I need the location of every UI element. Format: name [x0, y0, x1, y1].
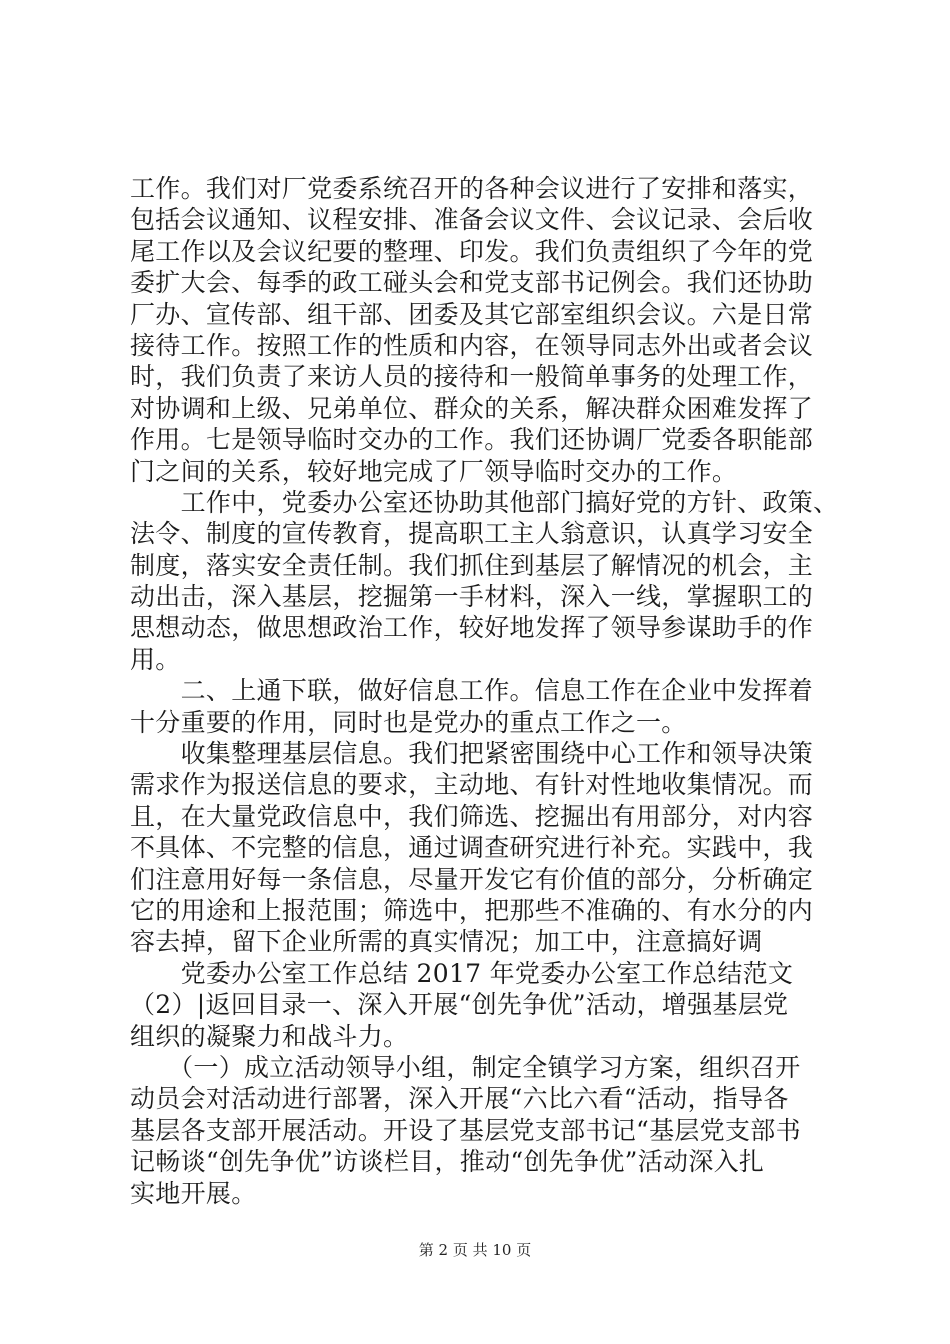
document-body — [130, 173, 839, 1209]
text-line: 们注意用好每一条信息，尽量开发它有价值的部分，分析确定 — [130, 864, 814, 894]
text-line: （2）|返回目录一、深入开展“创先争优”活动，增强基层党 — [130, 990, 789, 1020]
text-line: 法令、制度的宣传教育，提高职工主人翁意识，认真学习安全 — [130, 519, 814, 549]
text-line: 收集整理基层信息。我们把紧密围绕中心工作和领导决策 — [130, 739, 814, 769]
text-line: 厂办、宣传部、组干部、团委及其它部室组织会议。六是日常 — [130, 299, 814, 329]
text-line: 接待工作。按照工作的性质和内容，在领导同志外出或者会议 — [130, 330, 814, 360]
text-line: 不具体、不完整的信息，通过调查研究进行补充。实践中，我 — [130, 833, 814, 863]
text-line: 尾工作以及会议纪要的整理、印发。我们负责组织了今年的党 — [130, 236, 814, 266]
text-line: 实地开展。 — [130, 1178, 257, 1208]
text-line: 且，在大量党政信息中，我们筛选、挖掘出有用部分，对内容 — [130, 801, 814, 831]
text-line: 容去掉，留下企业所需的真实情况；加工中，注意搞好调 — [130, 927, 763, 957]
text-line: 作用。七是领导临时交办的工作。我们还协调厂党委各职能部 — [130, 425, 814, 455]
page-number: 第 2 页 共 10 页 — [418, 1241, 532, 1259]
text-line: 记畅谈“创先争优”访谈栏目，推动“创先争优”活动深入扎 — [130, 1147, 765, 1177]
text-line: 工作中，党委办公室还协助其他部门搞好党的方针、政策、 — [130, 487, 839, 517]
text-line: 门之间的关系，较好地完成了厂领导临时交办的工作。 — [130, 456, 738, 486]
text-line: 二、上通下联，做好信息工作。信息工作在企业中发挥着 — [130, 676, 814, 706]
text-line: 党委办公室工作总结 2017 年党委办公室工作总结范文 — [130, 958, 794, 988]
text-line: 委扩大会、每季的政工碰头会和党支部书记例会。我们还协助 — [130, 268, 814, 298]
text-line: 包括会议通知、议程安排、准备会议文件、会议记录、会后收 — [130, 205, 814, 235]
text-line: 时，我们负责了来访人员的接待和一般简单事务的处理工作， — [130, 362, 814, 392]
text-line: 动员会对活动进行部署，深入开展“六比六看“活动，指导各 — [130, 1084, 789, 1114]
text-line: 用。 — [130, 644, 181, 674]
text-line: 思想动态，做思想政治工作，较好地发挥了领导参谋助手的作 — [130, 613, 814, 643]
text-line: 组织的凝聚力和战斗力。 — [130, 1021, 409, 1051]
text-line: 十分重要的作用，同时也是党办的重点工作之一。 — [130, 707, 687, 737]
text-line: （一）成立活动领导小组，制定全镇学习方案，组织召开 — [130, 1052, 801, 1082]
text-line: 制度，落实安全责任制。我们抓住到基层了解情况的机会，主 — [130, 550, 814, 580]
page-footer — [0, 1240, 950, 1260]
text-line: 它的用途和上报范围；筛选中，把那些不准确的、有水分的内 — [130, 895, 814, 925]
text-line: 动出击，深入基层，挖掘第一手材料，深入一线，掌握职工的 — [130, 582, 814, 612]
text-line: 工作。我们对厂党委系统召开的各种会议进行了安排和落实， — [130, 174, 814, 203]
text-line: 对协调和上级、兄弟单位、群众的关系，解决群众困难发挥了 — [130, 393, 814, 423]
text-line: 基层各支部开展活动。开设了基层党支部书记“基层党支部书 — [130, 1115, 801, 1145]
text-line: 需求作为报送信息的要求，主动地、有针对性地收集情况。而 — [130, 770, 814, 800]
